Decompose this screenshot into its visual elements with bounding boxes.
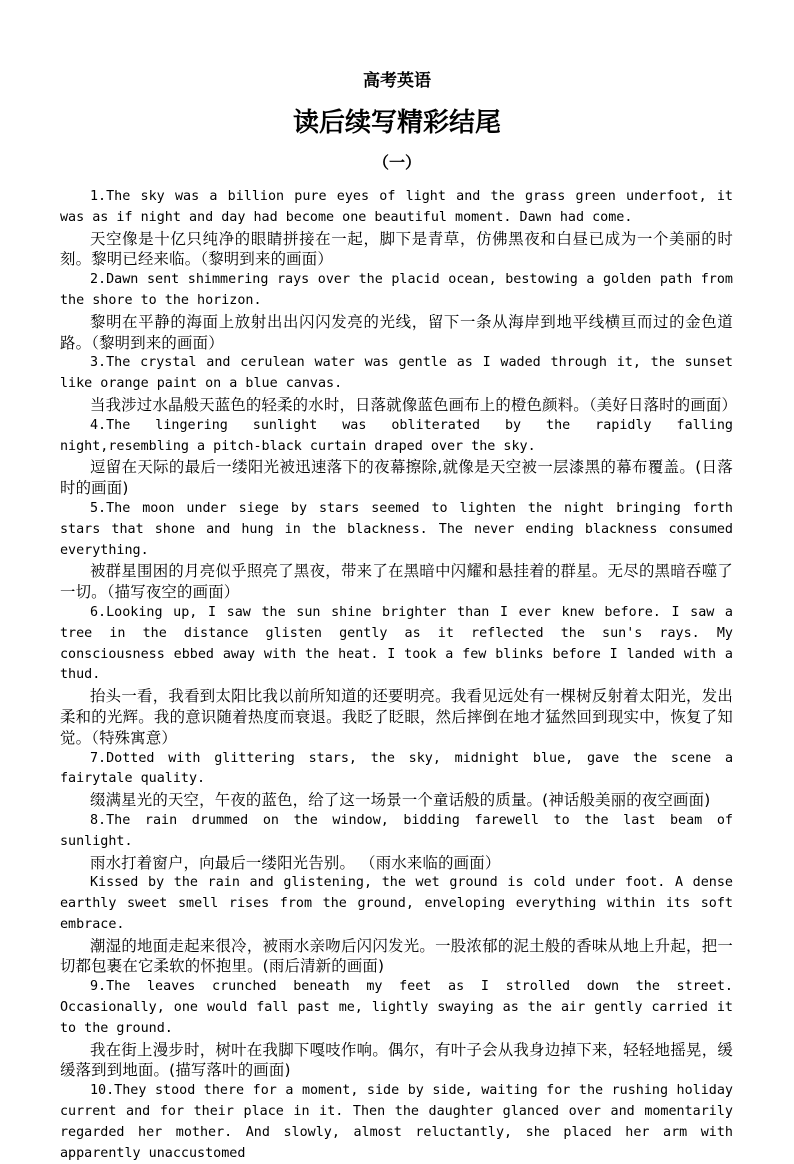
paragraph-1-zh: 天空像是十亿只纯净的眼睛拼接在一起，脚下是青草，仿佛黑夜和白昼已成为一个美丽的时刻。黎明已经来临。（黎明到来的画面） — [60, 229, 733, 269]
paragraph-9-en: 9.The leaves crunched beneath my feet as I strolled down the street. Occasionally, one would fall past me, lightly swaying as the air gently carried it to the ground. — [60, 979, 733, 1036]
paragraph-3-en: 3.The crystal and cerulean water was gentle as I waded through it, the sunset like orange paint on a blue canvas. — [60, 355, 733, 392]
paragraph-8b-en: Kissed by the rain and glistening, the wet ground is cold under foot. A dense earthly sweet smell rises from the ground, enveloping everything within its soft embrace. — [60, 875, 733, 932]
paragraph-8-zh: 雨水打着窗户，向最后一缕阳光告别。 （雨水来临的画面） — [90, 853, 501, 872]
paragraph-8-en: 8.The rain drummed on the window, bidding farewell to the last beam of sunlight. — [60, 812, 733, 849]
paragraph-5-en: 5.The moon under siege by stars seemed to lighten the night bringing forth stars that shone and hung in the blackness. The never ending blackness consumed everything. — [60, 500, 733, 558]
paragraph-3-zh: 当我涉过水晶般天蓝色的轻柔的水时，日落就像蓝色画布上的橙色颜料。（美好日落时的画面） — [90, 395, 738, 414]
paragraph-7-zh: 缀满星光的天空，午夜的蓝色，给了这一场景一个童话般的质量。(神话般美丽的夜空画面) — [90, 791, 711, 810]
paragraph-4-en: 4.The lingering sunlight was obliterated by the rapidly falling night,resembling a pitch-black curtain draped over the sky. — [60, 417, 733, 454]
paragraph-6-zh: 抬头一看，我看到太阳比我以前所知道的还要明亮。我看见远处有一棵树反射着太阳光，发出柔和的光辉。我的意识随着热度而衰退。我眨了眨眼，然后摔倒在地才猛然回到现实中，恢复了知觉。（特殊寓意） — [60, 687, 733, 747]
paragraph-1-en: 1.The sky was a billion pure eyes of light and the grass green underfoot, it was as if night and day had become one beautiful moment. Dawn had come. — [60, 189, 733, 225]
paragraph-8b-zh: 潮湿的地面走起来很冷，被雨水亲吻后闪闪发光。一股浓郁的泥土般的香味从地上升起，把一切都包裹在它柔软的怀抱里。(雨后清新的画面) — [60, 936, 733, 976]
paragraph-6-en: 6.Looking up, I saw the sun shine brighter than I ever knew before. I saw a tree in the distance glisten gently as it reflected the sun's rays. My consciousness ebbed away with the heat. I took a few blinks before I landed with a thud. — [60, 604, 733, 683]
paragraph-9-zh: 我在街上漫步时，树叶在我脚下嘎吱作响。偶尔，有叶子会从我身边掉下来，轻轻地摇晃，缓缓落到到地面。(描写落叶的画面) — [60, 1040, 733, 1080]
paragraph-7-en: 7.Dotted with glittering stars, the sky, midnight blue, gave the scene a fairytale quality. — [60, 750, 733, 787]
paragraph-4-zh: 逗留在天际的最后一缕阳光被迅速落下的夜幕擦除,就像是天空被一层漆黑的幕布覆盖。(日落时的画面) — [60, 458, 733, 498]
section-heading: （一） — [372, 153, 421, 172]
paragraph-2-en: 2.Dawn sent shimmering rays over the placid ocean, bestowing a golden path from the shore to the horizon. — [60, 272, 733, 308]
paragraph-10-en: 10.They stood there for a moment, side by side, waiting for the rushing holiday current and for their place in it. Then the daughter glanced over and momentarily regarded her mother. And slowly, almost reluctantly, she placed her arm with apparently unaccustomed — [60, 1083, 733, 1161]
subject-heading: 高考英语 — [363, 71, 431, 91]
paragraph-2-zh: 黎明在平静的海面上放射出出闪闪发亮的光线，留下一条从海岸到地平线横亘而过的金色道路。（黎明到来的画面） — [60, 312, 733, 352]
document-body — [60, 187, 738, 1164]
page-title: 读后续写精彩结尾 — [292, 108, 501, 138]
paragraph-5-zh: 被群星围困的月亮似乎照亮了黑夜，带来了在黑暗中闪耀和悬挂着的群星。无尽的黑暗吞噬了一切。（描写夜空的画面） — [60, 562, 733, 602]
